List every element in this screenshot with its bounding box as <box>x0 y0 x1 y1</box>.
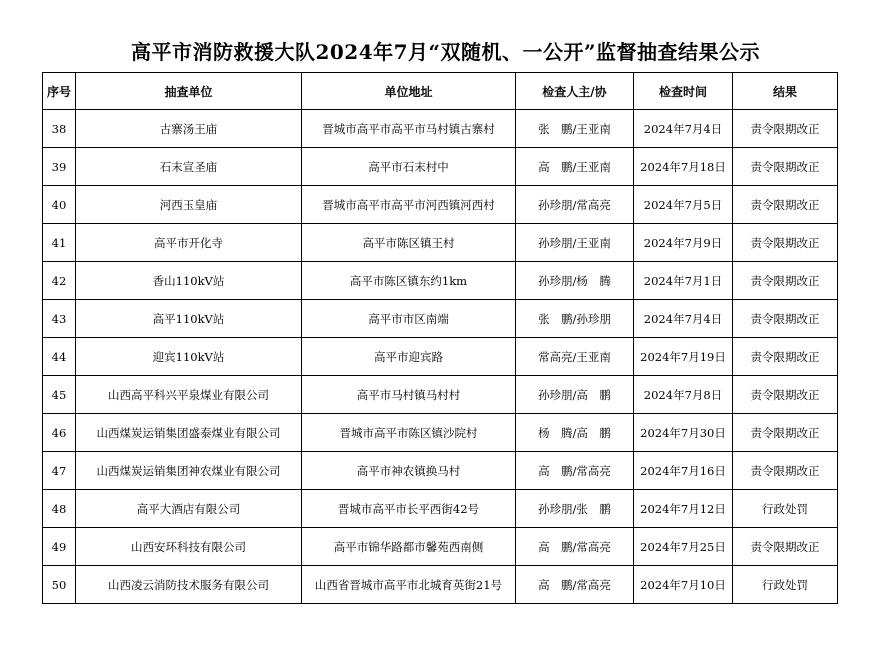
table-row <box>43 110 838 148</box>
cell-inspectors: 孙珍朋/王亚南 <box>516 224 634 262</box>
cell-unit: 香山110kV站 <box>76 262 302 300</box>
cell-date: 2024年7月10日 <box>634 566 733 604</box>
cell-date: 2024年7月25日 <box>634 528 733 566</box>
cell-inspectors: 孙珍朋/张 鹏 <box>516 490 634 528</box>
cell-inspectors: 杨 腾/高 鹏 <box>516 414 634 452</box>
table-row <box>43 528 838 566</box>
cell-address: 山西省晋城市高平市北城育英街21号 <box>302 566 516 604</box>
cell-result: 责令限期改正 <box>733 224 838 262</box>
cell-unit: 石末宣圣庙 <box>76 148 302 186</box>
header-address: 单位地址 <box>302 73 516 110</box>
cell-unit: 山西安环科技有限公司 <box>76 528 302 566</box>
cell-unit: 山西煤炭运销集团神农煤业有限公司 <box>76 452 302 490</box>
table-header-row <box>43 73 838 110</box>
cell-no: 39 <box>43 148 76 186</box>
cell-unit: 迎宾110kV站 <box>76 338 302 376</box>
cell-unit: 古寨汤王庙 <box>76 110 302 148</box>
cell-address: 高平市锦华路都市馨苑西南侧 <box>302 528 516 566</box>
cell-no: 49 <box>43 528 76 566</box>
table-row <box>43 224 838 262</box>
cell-result: 责令限期改正 <box>733 414 838 452</box>
table-row <box>43 490 838 528</box>
cell-date: 2024年7月5日 <box>634 186 733 224</box>
cell-date: 2024年7月19日 <box>634 338 733 376</box>
cell-no: 40 <box>43 186 76 224</box>
cell-date: 2024年7月8日 <box>634 376 733 414</box>
cell-date: 2024年7月12日 <box>634 490 733 528</box>
cell-result: 责令限期改正 <box>733 452 838 490</box>
cell-inspectors: 高 鹏/常高亮 <box>516 528 634 566</box>
cell-no: 41 <box>43 224 76 262</box>
cell-result: 责令限期改正 <box>733 528 838 566</box>
cell-no: 46 <box>43 414 76 452</box>
cell-unit: 高平110kV站 <box>76 300 302 338</box>
cell-no: 45 <box>43 376 76 414</box>
header-inspectors: 检查人主/协 <box>516 73 634 110</box>
cell-inspectors: 孙珍朋/常高亮 <box>516 186 634 224</box>
header-result: 结果 <box>733 73 838 110</box>
header-no: 序号 <box>43 73 76 110</box>
cell-no: 47 <box>43 452 76 490</box>
cell-address: 晋城市高平市高平市河西镇河西村 <box>302 186 516 224</box>
cell-address: 晋城市高平市高平市马村镇古寨村 <box>302 110 516 148</box>
cell-unit: 山西煤炭运销集团盛泰煤业有限公司 <box>76 414 302 452</box>
cell-inspectors: 常高亮/王亚南 <box>516 338 634 376</box>
cell-inspectors: 张 鹏/孙珍朋 <box>516 300 634 338</box>
header-unit: 抽查单位 <box>76 73 302 110</box>
cell-result: 行政处罚 <box>733 490 838 528</box>
cell-date: 2024年7月18日 <box>634 148 733 186</box>
cell-result: 责令限期改正 <box>733 376 838 414</box>
cell-result: 责令限期改正 <box>733 186 838 224</box>
table-row <box>43 452 838 490</box>
cell-address: 高平市迎宾路 <box>302 338 516 376</box>
cell-no: 48 <box>43 490 76 528</box>
cell-address: 晋城市高平市长平西街42号 <box>302 490 516 528</box>
cell-result: 责令限期改正 <box>733 338 838 376</box>
cell-result: 责令限期改正 <box>733 300 838 338</box>
cell-address: 晋城市高平市陈区镇沙院村 <box>302 414 516 452</box>
page-title: 高平市消防救援大队2024年7月“双随机、一公开”监督抽查结果公示 <box>130 40 761 64</box>
cell-address: 高平市石末村中 <box>302 148 516 186</box>
table-row <box>43 262 838 300</box>
cell-inspectors: 孙珍朋/高 鹏 <box>516 376 634 414</box>
table-row <box>43 338 838 376</box>
table-row <box>43 300 838 338</box>
cell-date: 2024年7月16日 <box>634 452 733 490</box>
cell-result: 责令限期改正 <box>733 148 838 186</box>
cell-address: 高平市神农镇换马村 <box>302 452 516 490</box>
cell-unit: 山西高平科兴平泉煤业有限公司 <box>76 376 302 414</box>
cell-date: 2024年7月9日 <box>634 224 733 262</box>
cell-date: 2024年7月30日 <box>634 414 733 452</box>
table-row <box>43 566 838 604</box>
cell-no: 50 <box>43 566 76 604</box>
cell-unit: 高平大酒店有限公司 <box>76 490 302 528</box>
cell-result: 责令限期改正 <box>733 110 838 148</box>
cell-no: 42 <box>43 262 76 300</box>
table-row <box>43 186 838 224</box>
table-row <box>43 148 838 186</box>
table-row <box>43 414 838 452</box>
cell-address: 高平市市区南端 <box>302 300 516 338</box>
cell-no: 43 <box>43 300 76 338</box>
cell-result: 责令限期改正 <box>733 262 838 300</box>
cell-no: 38 <box>43 110 76 148</box>
cell-inspectors: 高 鹏/王亚南 <box>516 148 634 186</box>
cell-inspectors: 高 鹏/常高亮 <box>516 566 634 604</box>
cell-date: 2024年7月1日 <box>634 262 733 300</box>
table-body <box>43 110 838 604</box>
cell-address: 高平市陈区镇东约1km <box>302 262 516 300</box>
cell-address: 高平市陈区镇王村 <box>302 224 516 262</box>
cell-unit: 山西凌云消防技术服务有限公司 <box>76 566 302 604</box>
inspection-results-table <box>42 72 838 604</box>
cell-unit: 河西玉皇庙 <box>76 186 302 224</box>
cell-unit: 高平市开化寺 <box>76 224 302 262</box>
cell-inspectors: 张 鹏/王亚南 <box>516 110 634 148</box>
cell-inspectors: 孙珍朋/杨 腾 <box>516 262 634 300</box>
cell-result: 行政处罚 <box>733 566 838 604</box>
cell-address: 高平市马村镇马村村 <box>302 376 516 414</box>
cell-date: 2024年7月4日 <box>634 110 733 148</box>
table-row <box>43 376 838 414</box>
cell-date: 2024年7月4日 <box>634 300 733 338</box>
header-date: 检查时间 <box>634 73 733 110</box>
cell-no: 44 <box>43 338 76 376</box>
cell-inspectors: 高 鹏/常高亮 <box>516 452 634 490</box>
